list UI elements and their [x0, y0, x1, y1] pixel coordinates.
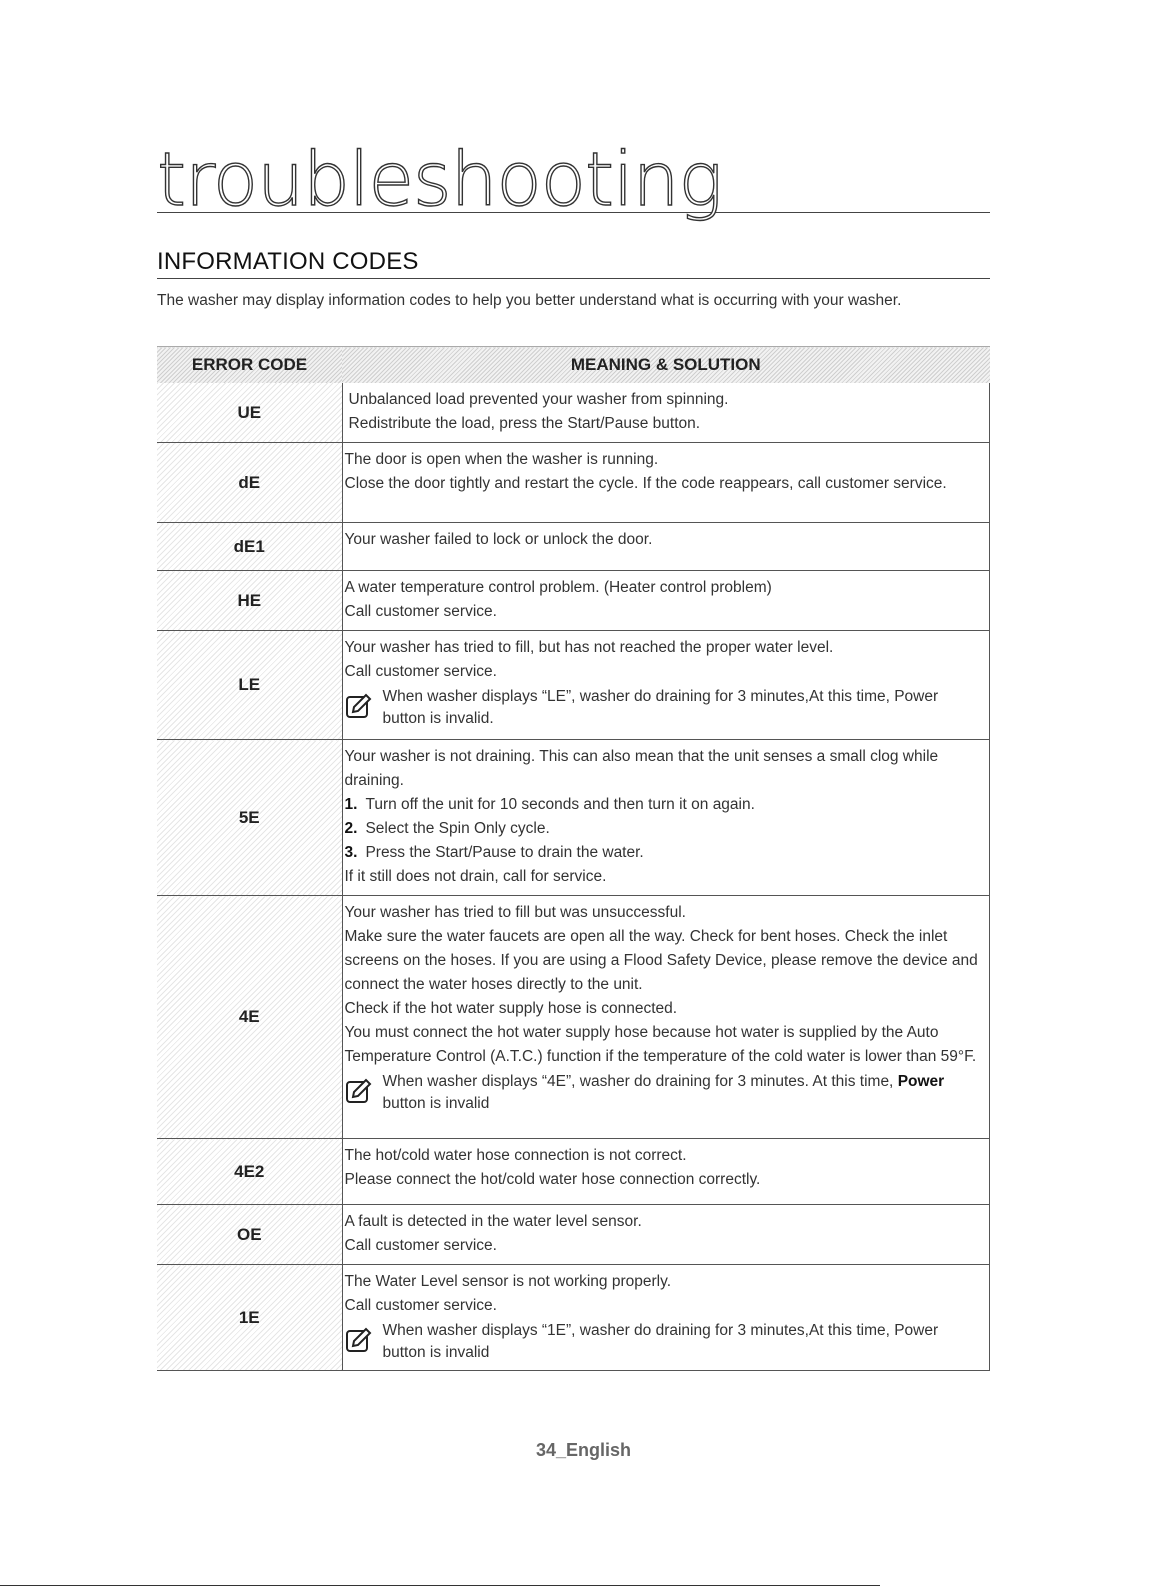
- meaning-line: If it still does not drain, call for service.: [344, 868, 607, 885]
- note-text-bold: Power: [897, 1073, 945, 1090]
- meaning-line: Redistribute the load, press the Start/Pause button.: [348, 415, 701, 432]
- error-code: HE: [157, 571, 342, 631]
- table-row: [157, 523, 990, 571]
- meaning-cell: [342, 1265, 990, 1371]
- section-heading: INFORMATION CODES: [157, 248, 990, 279]
- table-row: [157, 571, 990, 631]
- note-text-pre: When washer displays “4E”, washer do draining for 3 minutes. At this time,: [382, 1073, 894, 1090]
- meaning-cell: [342, 523, 990, 571]
- table-row: [157, 896, 990, 1139]
- meaning-line: Call customer service.: [344, 1237, 497, 1254]
- meaning-line: Call customer service.: [344, 1297, 497, 1314]
- meaning-line: Please connect the hot/cold water hose connection correctly.: [344, 1171, 761, 1188]
- note-pencil-icon: [345, 1077, 373, 1105]
- step-item: [345, 817, 986, 841]
- table-row: [157, 1265, 990, 1371]
- note-text: When washer displays “LE”, washer do draining for 3 minutes,At this time, Power button is invalid.: [382, 688, 939, 727]
- bottom-divider: [0, 1585, 880, 1586]
- note-pencil-icon: [345, 1326, 373, 1354]
- meaning-cell: [342, 740, 990, 896]
- error-code: 5E: [157, 740, 342, 896]
- step-text: Press the Start/Pause to drain the water.: [365, 844, 644, 861]
- header-error-code: ERROR CODE: [157, 347, 342, 384]
- error-code: 4E: [157, 896, 342, 1139]
- error-code: 4E2: [157, 1139, 342, 1205]
- note: [345, 1320, 986, 1364]
- table-row: [157, 740, 990, 896]
- meaning-line: The hot/cold water hose connection is not correct.: [344, 1147, 687, 1164]
- meaning-cell: [342, 443, 990, 523]
- note-text-post: button is invalid: [382, 1095, 490, 1112]
- step-text: Select the Spin Only cycle.: [365, 820, 550, 837]
- table-row: [157, 1139, 990, 1205]
- step-item: [345, 841, 986, 865]
- note-text: When washer displays “1E”, washer do draining for 3 minutes,At this time, Power button is invalid: [382, 1322, 939, 1361]
- step-number: 2.: [344, 820, 358, 837]
- table-header-row: [157, 347, 990, 384]
- meaning-cell: [342, 383, 990, 443]
- meaning-line: Call customer service.: [344, 603, 497, 620]
- intro-paragraph: The washer may display information codes to help you better understand what is occurring with your washer.: [157, 292, 902, 309]
- table-row: [157, 631, 990, 740]
- meaning-cell: [342, 1139, 990, 1205]
- error-code: UE: [157, 383, 342, 443]
- meaning-line: Make sure the water faucets are open all the way. Check for bent hoses. Check the inlet screens on the hoses. If you are using a Flood Safety Device, please remove the device and connect the water hoses directly to the unit.: [344, 928, 978, 993]
- table-row: [157, 383, 990, 443]
- note-text: [383, 1071, 986, 1115]
- meaning-cell: [342, 896, 990, 1139]
- information-codes-table: [157, 346, 990, 1371]
- step-text: Turn off the unit for 10 seconds and then turn it on again.: [365, 796, 755, 813]
- meaning-line: A water temperature control problem. (Heater control problem): [344, 579, 772, 596]
- error-code: dE1: [157, 523, 342, 571]
- step-item: [345, 793, 986, 817]
- step-number: 3.: [344, 844, 358, 861]
- meaning-cell: [342, 631, 990, 740]
- table-row: [157, 443, 990, 523]
- note-pencil-icon: [345, 692, 373, 720]
- error-code: 1E: [157, 1265, 342, 1371]
- meaning-cell: [342, 1205, 990, 1265]
- page-title: troubleshooting: [157, 140, 990, 213]
- error-code: OE: [157, 1205, 342, 1265]
- header-meaning-solution: MEANING & SOLUTION: [342, 347, 990, 384]
- meaning-line: The door is open when the washer is running.: [344, 451, 659, 468]
- page-number: 34_English: [535, 1440, 632, 1460]
- meaning-line: A fault is detected in the water level sensor.: [344, 1213, 642, 1230]
- meaning-line: Check if the hot water supply hose is connected.: [344, 1000, 678, 1017]
- step-number: 1.: [344, 796, 358, 813]
- table-row: [157, 1205, 990, 1265]
- meaning-line: Your washer has tried to fill but was unsuccessful.: [344, 904, 686, 921]
- meaning-line: The Water Level sensor is not working properly.: [344, 1273, 671, 1290]
- meaning-line: Your washer has tried to fill, but has not reached the proper water level.: [344, 639, 834, 656]
- meaning-line: Unbalanced load prevented your washer from spinning.: [348, 391, 729, 408]
- error-code: dE: [157, 443, 342, 523]
- meaning-line: Call customer service.: [344, 663, 497, 680]
- meaning-cell: [342, 571, 990, 631]
- error-code: LE: [157, 631, 342, 740]
- meaning-line: You must connect the hot water supply hose because hot water is supplied by the Auto Temperature Control (A.T.C.) function if the temperature of the cold water is lower than 59°F.: [344, 1024, 977, 1065]
- meaning-line: Your washer is not draining. This can also mean that the unit senses a small clog while draining.: [344, 748, 939, 789]
- meaning-line: Your washer failed to lock or unlock the door.: [344, 531, 653, 548]
- meaning-line: Close the door tightly and restart the cycle. If the code reappears, call customer service.: [344, 475, 947, 492]
- note: [345, 1071, 986, 1115]
- note: [345, 686, 986, 730]
